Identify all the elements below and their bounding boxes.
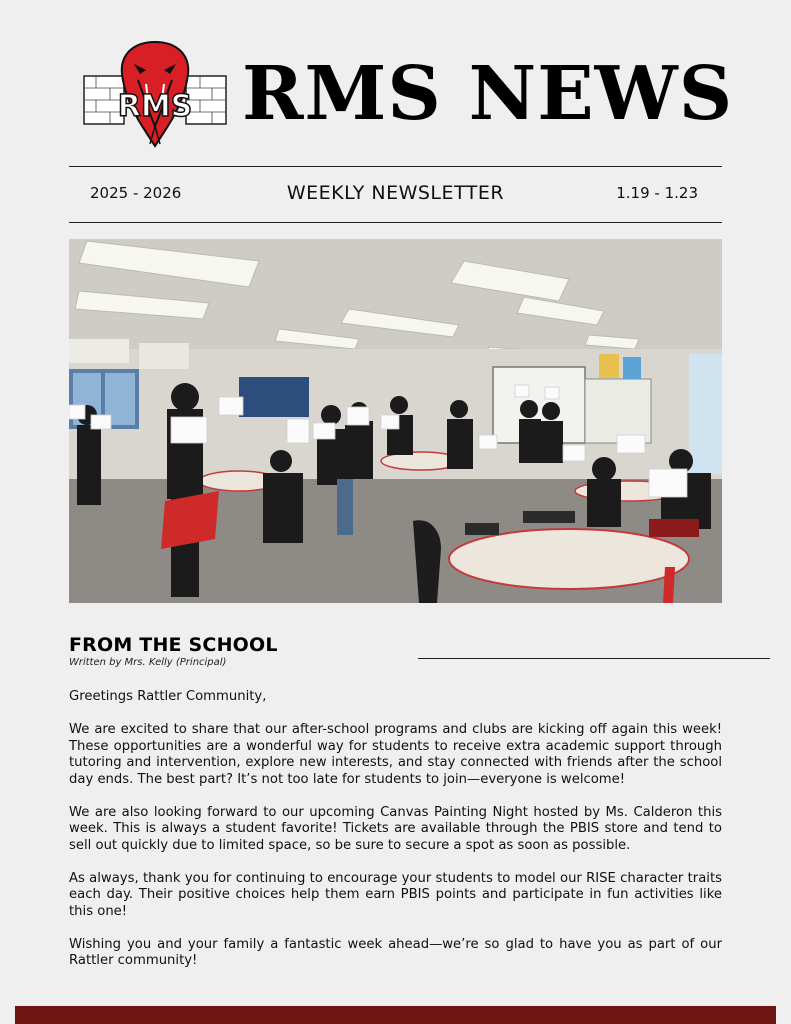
newsletter-label: WEEKLY NEWSLETTER [286, 182, 505, 204]
meta-divider [69, 222, 722, 223]
greeting: Greetings Rattler Community, [69, 689, 267, 704]
newsletter-title: RMS NEWS [242, 51, 734, 137]
section-heading: FROM THE SCHOOL [69, 634, 278, 656]
rattler-logo-icon [82, 40, 228, 148]
meta-row [69, 168, 722, 222]
masthead [82, 40, 734, 150]
footer-bar [15, 1006, 776, 1024]
school-year: 2025 - 2026 [90, 184, 182, 202]
paragraph: We are also looking forward to our upcoming Canvas Painting Night hosted by Ms. Calderon this week. This is always a student favorite! Tickets are available through the PBIS store and tend to sell out quickly due to limited space, so be sure to secure a spot as soon as possible. [69, 804, 722, 853]
paragraph: We are excited to share that our after-school programs and clubs are kicking off again this week! These opportunities are a wonderful way for students to receive extra academic support through tutoring and intervention, explore new interests, and stay connected with friends after the school day ends. The best part? It’s not too late for students to join—everyone is welcome! [69, 722, 722, 787]
closing: Wishing you and your family a fantastic week ahead—we’re so glad to have you as part of our Rattler community! [69, 936, 722, 968]
byline-divider [418, 658, 770, 659]
paragraph: As always, thank you for continuing to encourage your students to model our RISE character traits each day. Their positive choices help them earn PBIS points and participate in fun activities like this one! [69, 870, 722, 919]
article-body [69, 689, 722, 986]
classroom-photo [69, 239, 722, 603]
top-divider [69, 166, 722, 167]
logo-letters: RMS [117, 89, 193, 124]
date-range: 1.19 - 1.23 [616, 184, 698, 202]
byline: Written by Mrs. Kelly (Principal) [69, 657, 227, 668]
